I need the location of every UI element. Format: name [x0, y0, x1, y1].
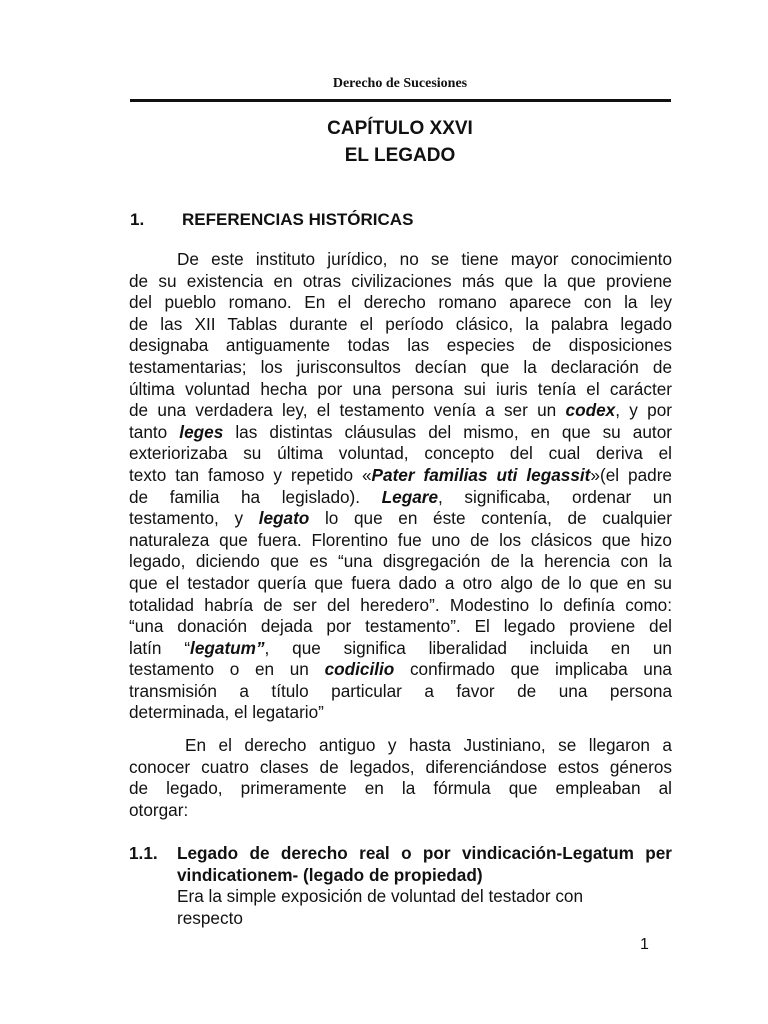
- text-line: Era la simple exposición de voluntad del testador con: [177, 886, 584, 907]
- text-run: latín “: [129, 637, 191, 658]
- text-run: texto tan famoso y repetido «: [129, 464, 372, 485]
- header-rule: [130, 99, 671, 102]
- emphasis-codicilio: codicilio: [324, 659, 395, 680]
- text-run: , y por: [615, 400, 673, 421]
- text-run: »(el padre: [590, 464, 672, 485]
- text-line: que el testador quería que fuera dado a otro algo de lo que en su: [129, 572, 672, 593]
- text-line: [129, 659, 672, 681]
- subsection-legatum-per-vindicationem: [129, 843, 672, 929]
- text-run: testamento o en un: [129, 659, 325, 680]
- text-line: de legado, primeramente en la fórmula que empleaban al: [129, 778, 672, 799]
- page-number: 1: [640, 936, 649, 953]
- text-run: tanto: [129, 421, 180, 442]
- chapter-number: CAPÍTULO XXVI: [327, 118, 473, 139]
- text-line: [129, 638, 672, 660]
- paragraph-historical: [129, 249, 672, 724]
- subsection-title-line: vindicationem- (legado de propiedad): [177, 864, 483, 885]
- text-run: testamento, y: [129, 508, 259, 529]
- emphasis-pater-familias: Pater familias uti legassit: [371, 464, 591, 485]
- section-heading: [130, 210, 413, 230]
- text-run: las distintas cláusulas del mismo, en que su autor: [223, 421, 672, 442]
- emphasis-legare: Legare: [381, 486, 439, 507]
- text-run: lo que en éste contenía, de cualquier: [309, 508, 673, 529]
- subsection-body: [177, 843, 672, 929]
- text-line: De este instituto jurídico, no se tiene mayor conocimiento: [177, 249, 672, 269]
- text-line: determinada, el legatario”: [129, 702, 324, 723]
- text-line: [129, 422, 672, 444]
- emphasis-legato: legato: [258, 508, 310, 529]
- text-line: respecto: [177, 907, 243, 928]
- text-line: otorgar:: [129, 799, 189, 820]
- text-line: testamentarias; los jurisconsultos decían que la declaración de: [129, 356, 672, 377]
- subsection-title-line: Legado de derecho real o por vindicación-Legatum per: [177, 843, 672, 863]
- text-run: , significaba, ordenar un: [438, 486, 672, 507]
- text-line: naturaleza que fuera. Florentino fue uno de los clásicos que hizo: [129, 529, 672, 550]
- emphasis-leges: leges: [179, 421, 224, 442]
- text-line: conocer cuatro clases de legados, diferenciándose estos géneros: [129, 756, 672, 777]
- text-line: última voluntad hecha por una persona sui iuris tenía el carácter: [129, 378, 672, 399]
- text-line: “una donación dejada por testamento”. El legado proviene del: [129, 616, 672, 637]
- text-line: transmisión a título particular a favor de una persona: [129, 680, 672, 701]
- text-run: de una verdadera ley, el testamento venía a ser un: [129, 400, 566, 421]
- emphasis-codex: codex: [565, 400, 616, 421]
- running-header: Derecho de Sucesiones: [332, 76, 468, 91]
- text-line: designaba antiguamente todas las especies de disposiciones: [129, 335, 672, 356]
- text-line: En el derecho antiguo y hasta Justiniano, se llegaron a: [185, 735, 672, 755]
- text-line: [129, 508, 672, 530]
- text-line: exteriorizaba su última voluntad, concepto del cual deriva el: [129, 443, 672, 464]
- emphasis-legatum: legatum”: [190, 637, 265, 658]
- chapter-title: EL LEGADO: [344, 145, 456, 166]
- section-number: 1.: [130, 210, 145, 229]
- text-line: de su existencia en otras civilizaciones más que la que proviene: [129, 270, 672, 291]
- text-line: de las XII Tablas durante el período clásico, la palabra legado: [129, 313, 672, 334]
- text-line: legado, diciendo que es “una disgregación de la herencia con la: [129, 551, 672, 572]
- section-title: REFERENCIAS HISTÓRICAS: [182, 210, 414, 229]
- text-line: [129, 487, 672, 509]
- subsection-number: 1.1.: [129, 843, 158, 863]
- text-run: de familia ha legislado).: [129, 486, 382, 507]
- text-line: [129, 400, 672, 422]
- text-run: , que significa liberalidad incluida en un: [264, 637, 672, 658]
- text-line: del pueblo romano. En el derecho romano aparece con la ley: [129, 292, 672, 313]
- text-run: confirmado que implicaba una: [394, 659, 672, 680]
- text-line: [129, 465, 672, 487]
- paragraph-four-classes: [129, 735, 672, 821]
- text-line: totalidad habría de ser del heredero”. Modestino lo definía como:: [129, 594, 672, 615]
